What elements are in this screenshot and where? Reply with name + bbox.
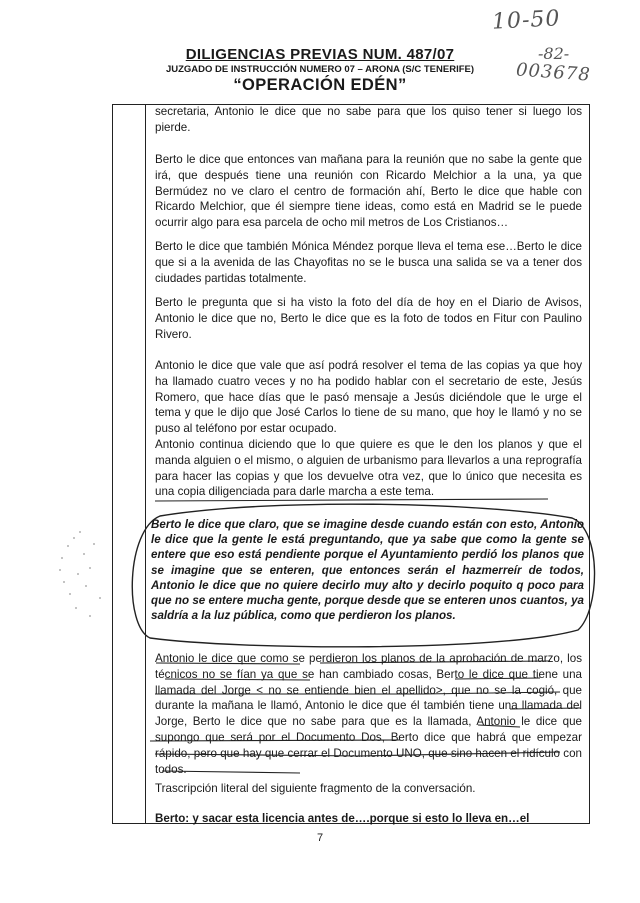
paragraph-4: Berto le pregunta que si ha visto la foto del día de hoy en el Diario de Avisos, Antonio le dice que no, Berto le dice que es la foto de todos en Fitur con Paulino Rivero.	[155, 296, 582, 341]
frame-margin-line	[145, 104, 146, 824]
highlighted-paragraph: Berto le dice que claro, que se imagine desde cuando están con esto, Antonio le dice que la gente le está preguntando, que ya sabe que como la gente se entere que eso está pendiente porque el Ayuntamiento perdió los planos que se imagine que se enteren, que entonces serán el hazmerreír de todos, Antonio le dice que no quiere decirlo muy alto y decirlo poquito q poco para que no se entere mucha gente, porque desde que se enteren unos cuantos, ya saldría a la luz pública, como que perdieron los planos.	[151, 518, 584, 623]
paragraph-5: Antonio le dice que vale que así podrá resolver el tema de las copias ya que hoy ha llamado cuatro veces y no ha podido hablar con el secretario de este, Jesús Romero, que hace días que le pasó mensaje a Jesús diciéndole que le urge el tema y que le dijo que José Carlos lo tiene de su mano, que hoy le llamó y no se puso al teléfono por estar ocupado.	[155, 359, 582, 436]
last-line-text: y sacar esta licencia antes de….porque si esto lo lleva en…el	[189, 812, 530, 825]
header-title: DILIGENCIAS PREVIAS NUM. 487/07	[185, 46, 455, 63]
paragraph-2: Berto le dice que entonces van mañana para la reunión que no sabe la gente que irá, que después tiene una reunión con Ricardo Melchior a la una, ya que Bermúdez no ve claro el centro de formación ahí, Berto le dice que hable con Ricardo Melchior, que él siempre tiene ideas, como está en Madrid se le puede ocurrir algo para esa parcela de ocho mil metros de Los Cristianos…	[155, 153, 582, 230]
page-number: 7	[316, 832, 324, 844]
paragraph-last-line	[155, 811, 582, 827]
speaker-label: Berto:	[155, 812, 190, 825]
handwritten-folio: -82-	[538, 44, 570, 63]
header-court: JUZGADO DE INSTRUCCIÓN NUMERO 07 – ARONA (S/C TENERIFE)	[165, 64, 475, 75]
handwritten-reference: 10-50	[491, 6, 562, 35]
paragraph-8: Antonio le dice que como se perdieron los planos de la aprobación de marzo, los técnicos no se fían ya que se han cambiado cosas, Berto le dice que tiene una llamada del Jorge < no se entiende bien el apellido>, que no se la cogió, que durante la mañana le llamó, Antonio le dice que él también tiene una llamada del Jorge, Berto le dice que no sabe para que es la llamada, Antonio le dice que supongo que será por el Documento Dos, Berto dice que habrá que empezar rápido, pero que hay que cerrar el Documento UNO, que sino hacen el ridículo con todos.	[155, 652, 582, 776]
paragraph-1: secretaria, Antonio le dice que no sabe para que los quiso tener si luego los pierde.	[155, 105, 582, 134]
header-operation: “OPERACIÓN EDÉN”	[233, 76, 407, 94]
stamp-mark	[50, 524, 120, 634]
paragraph-6: Antonio continua diciendo que lo que quiere es que le den los planos y que el manda alguien o el mismo, o alguien de urbanismo para llevarlos a una reprografía para hacer las copias y que los devuelve otra vez, que lo único que necesita es una copia diligenciada para darle marcha a este tema.	[155, 438, 582, 499]
paragraph-3: Berto le dice que también Mónica Méndez porque lleva el tema ese…Berto le dice que si a la avenida de las Chayofitas no se le busca una salida se va a tener dos ciudades partidas totalmente.	[155, 240, 582, 285]
paragraph-transcription-intro: Trascripción literal del siguiente fragmento de la conversación.	[155, 782, 476, 795]
handwritten-doc-number: 003678	[515, 59, 592, 86]
